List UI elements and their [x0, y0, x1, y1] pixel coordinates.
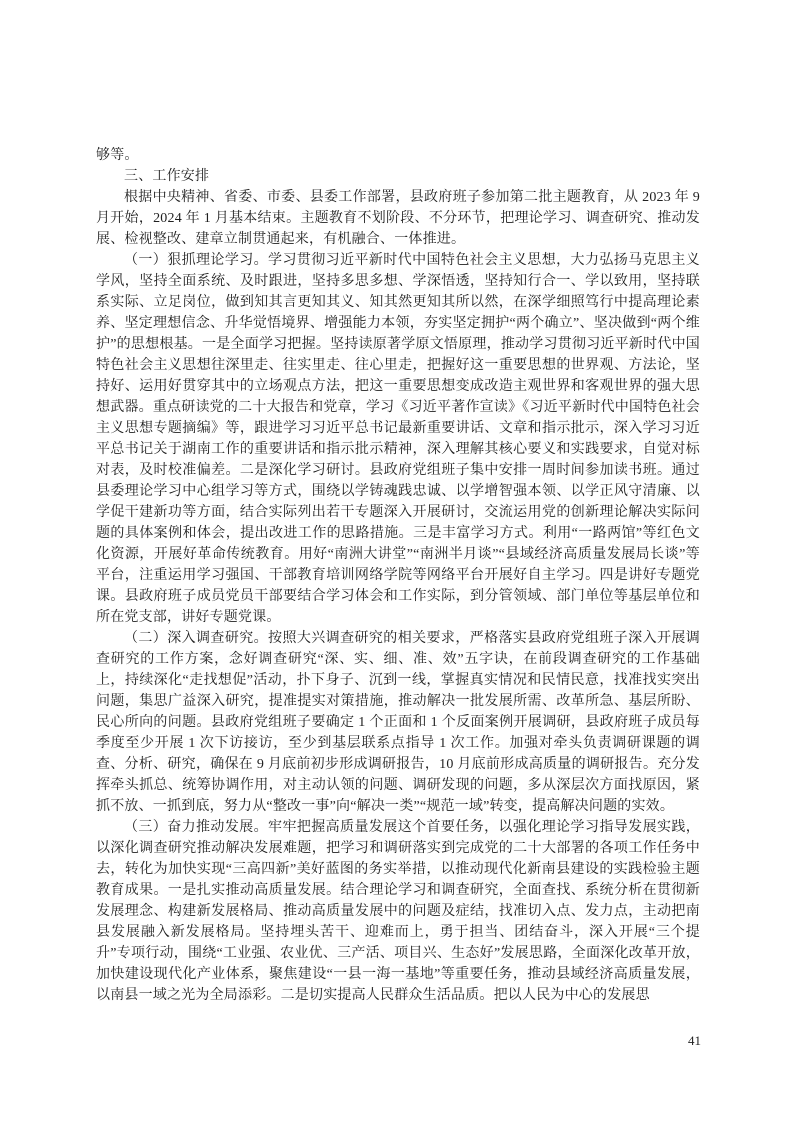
page-number: 41	[688, 1033, 701, 1048]
paragraph-overview: 根据中央精神、省委、市委、县委工作部署，县政府班子参加第二批主题教育，从 2023 年 9 月开始，2024 年 1 月基本结束。主题教育不划阶段、不分环节，把理论学习、调查研究、推动发展、检视整改、建章立制贯通起来，有机融合、一体推进。	[96, 190, 700, 247]
paragraph-continuation: 够等。	[96, 148, 139, 163]
document-body	[96, 145, 700, 1006]
section-heading-work-arrangement: 三、工作安排	[124, 169, 210, 184]
paragraph-promote-development: （三）奋力推动发展。牢牢把握高质量发展这个首要任务，以强化理论学习指导发展实践，以深化调查研究推动解决发展难题，把学习和调研落实到完成党的二十大部署的各项工作任务中去，转化为加快实现“三高四新”美好蓝图的务实举措，以推动现代化新南县建设的实践检验主题教育成果。一是扎实推动高质量发展。结合理论学习和调查研究，全面查找、系统分析在贯彻新发展理念、构建新发展格局、推动高质量发展中的问题及症结，找准切入点、发力点，主动把南县发展融入新发展格局。坚持埋头苦干、迎难而上，勇于担当、团结奋斗，深入开展“三个提升”专项行动，围绕“工业强、农业优、三产活、项目兴、生态好”发展思路，全面深化改革开放，加快建设现代化产业体系，聚焦建设“一县一海一基地”等重要任务，推动县域经济高质量发展，以南县一域之光为全局添彩。二是切实提高人民群众生活品质。把以人民为中心的发展思	[96, 820, 700, 1003]
paragraph-theory-study: （一）狠抓理论学习。学习贯彻习近平新时代中国特色社会主义思想，大力弘扬马克思主义学风，坚持全面系统、及时跟进，坚持多思多想、学深悟透，坚持知行合一、学以致用，坚持联系实际、立足岗位，做到知其言更知其义、知其然更知其所以然，在深学细照笃行中提高理论素养、坚定理想信念、升华觉悟境界、增强能力本领，夯实坚定拥护“两个确立”、坚决做到“两个维护”的思想根基。一是全面学习把握。坚持读原著学原文悟原理，推动学习贯彻习近平新时代中国特色社会主义思想往深里走、往实里走、往心里走，把握好这一重要思想的世界观、方法论，坚持好、运用好贯穿其中的立场观点方法，把这一重要思想变成改造主观世界和客观世界的强大思想武器。重点研读党的二十大报告和党章，学习《习近平著作宣读》《习近平新时代中国特色社会主义思想专题摘编》等，跟进学习习近平总书记最新重要讲话、文章和指示批示，深入学习习近平总书记关于湖南工作的重要讲话和指示批示精神，深入理解其核心要义和实践要求，自觉对标对表，及时校准偏差。二是深化学习研讨。县政府党组班子集中安排一周时间参加读书班。通过县委理论学习中心组学习等方式，围绕以学铸魂践忠诚、以学增智强本领、以学正风守清廉、以学促干建新功等方面，结合实际列出若干专题深入开展研讨，交流运用党的创新理论解决实际问题的具体案例和体会，提出改进工作的思路措施。三是丰富学习方式。利用“一路两馆”等红色文化资源，开展好革命传统教育。用好“南洲大讲堂”“南洲半月谈”“县域经济高质量发展局长谈”等平台，注重运用学习强国、干部教育培训网络学院等网络平台开展好自主学习。四是讲好专题党课。县政府班子成员党员干部要结合学习体会和工作实际，到分管领域、部门单位等基层单位和所在党支部，讲好专题党课。	[96, 253, 700, 625]
paragraph-investigation-research: （二）深入调查研究。按照大兴调查研究的相关要求，严格落实县政府党组班子深入开展调查研究的工作方案，念好调查研究“深、实、细、准、效”五字诀，在前段调查研究的工作基础上，持续深化“走找想促”活动，扑下身子、沉到一线，掌握真实情况和民情民意，找准找实突出问题，集思广益深入研究，提准提实对策措施，推动解决一批发展所需、改革所急、基层所盼、民心所向的问题。县政府党组班子要确定 1 个正面和 1 个反面案例开展调研，县政府班子成员每季度至少开展 1 次下访接访，至少到基层联系点指导 1 次工作。加强对牵头负责调研课题的调查、分析、研究，确保在 9 月底前初步形成调研报告，10 月底前形成高质量的调研报告。充分发挥牵头抓总、统筹协调作用，对主动认领的问题、调研发现的问题，多从深层次方面找原因，紧抓不放、一抓到底，努力从“整改一事”向“解决一类”“规范一域”转变，提高解决问题的实效。	[96, 631, 700, 814]
